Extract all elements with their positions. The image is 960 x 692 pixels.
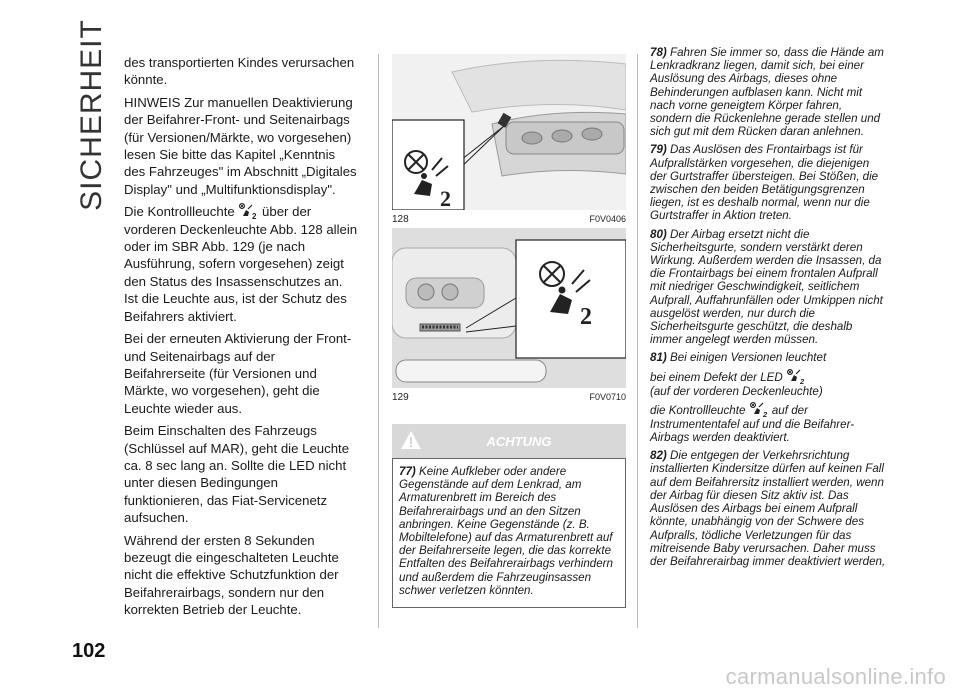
svg-text:2: 2 (440, 186, 451, 210)
note-82: 82) Die entgegen der Verkehrsrichtung installierten Kindersitze dürfen auf keinen Fall auf dem Beifahrersitz installiert werden, wenn der Airbag für diesen Sitz aktiv ist. Das Auslösen des Airbags bei einem Aufprall könnte, unabhängig von der Schwere des Aufpralls, tödliche Verletzungen für das mitreisende Baby verursachen. Daher muss der Beifahrerairbag immer deaktiviert werden, (650, 449, 886, 568)
note-79: 79) Das Auslösen des Frontairbags ist für Aufprallstärken vorgesehen, die diejenigen der Gurtstraffer übersteigen. Bei Stößen, die zwischen den beiden Betätigungsgrenzen liegen, ist es deshalb normal, wenn nur die Gurtstraffer in Aktion treten. (650, 143, 879, 223)
warning-triangle-icon (400, 429, 422, 451)
figure-128-caption: 128 F0V0406 (392, 214, 626, 225)
note-81-location: (auf der vorderen Deckenleuchte) (650, 384, 823, 398)
page-number: 102 (72, 640, 106, 662)
figure-129-image (392, 228, 626, 388)
hinweis-paragraph: HINWEIS Zur manuellen Deaktivierung der Beifahrer-Front- und Seitenairbags (für Versionen/Märkte, wo vorgesehen) lesen Sie bitte das Kapitel „Kenntnis des Fahrzeuges" im Abschnitt „Digitales Display" und „Multifunktionsdisplay". (124, 94, 357, 197)
watermark: carmanualsonline.info (725, 664, 946, 689)
svg-text:2: 2 (252, 212, 257, 221)
svg-text:2: 2 (580, 304, 592, 330)
warning-text: Keine Aufkleber oder andere Gegenstände auf dem Lenkrad, am Armaturenbrett im Bereich des Beifahrerairbags und an den Sitzen anbringen. Keine Gegenstände (z. B. Mobiltelefone) auf das Armaturenbrett auf der Beifahrerseite legen, die das korrekte Entfalten des Beifahrerairbags verhindern und außerdem die Fahrzeuginsassen schwer verletzen könnten. (399, 465, 613, 597)
paragraph: Bei der erneuten Aktivierung der Front- und Seitenairbags auf der Beifahrerseite (für Versionen und Märkte, wo vorgesehen), geht die Leuchte wieder aus. (124, 331, 352, 416)
notes-column (650, 46, 886, 568)
figure-128-image (392, 54, 626, 210)
figure-129-caption: 129 F0V0710 (392, 392, 626, 403)
paragraph: Die Kontrollleuchte 2 über der vorderen Deckenleuchte Abb. 128 allein oder im SBR Abb. 129 (je nach Ausführung, sofern vorgesehen) zeigt den Status des Insassenschutzes an. Ist die Leuchte aus, ist der Schutz des Beifahrers aktiviert. (124, 204, 358, 324)
warning-body (392, 458, 626, 608)
warning-title: ACHTUNG (486, 433, 552, 449)
note-number: 77) (399, 465, 416, 478)
section-tab (72, 19, 112, 211)
paragraph: des transportierten Kindes verursachen könnte. (124, 55, 355, 88)
section-title: SICHERHEIT (75, 19, 108, 211)
ceiling-lamp-illustration (392, 54, 626, 210)
airbag-off-icon (786, 369, 806, 385)
airbag-off-icon (749, 402, 769, 418)
warning-header (392, 424, 626, 458)
column-divider (637, 54, 638, 628)
note-81: 81) Bei einigen Versionen leuchtet (650, 351, 827, 365)
overhead-console-illustration (392, 228, 626, 388)
svg-text:2: 2 (800, 376, 805, 385)
column-divider (378, 54, 379, 628)
paragraph: Beim Einschalten des Fahrzeugs (Schlüssel auf MAR), geht die Leuchte ca. 8 sec lang an. Sollte die LED nicht unter diesen Bedingungen funktionieren, das Fiat-Servicenetz aufsuchen. (124, 423, 350, 526)
svg-text:2: 2 (762, 409, 767, 418)
note-80: 80) Der Airbag ersetzt nicht die Sicherheitsgurte, sondern verstärkt deren Wirkung. Außerdem werden die Insassen, da die Frontairbags bei einem frontalen Aufprall mit niedriger Geschwindigkeit, seitlichem Aufprall, Auffahrunfällen oder Umkippen nicht ausgelöst werden, nur durch die Sicherheitsgurte geschützt, die deshalb immer angelegt werden müssen. (650, 227, 883, 347)
airbag-off-icon (238, 203, 258, 220)
note-81-led: bei einem Defekt der LED 2 (650, 370, 805, 385)
note-81-instrument: die Kontrollleuchte 2 auf der Instrumententafel auf und die Beifahrer-Airbags werden deaktiviert. (650, 403, 855, 445)
note-78: 78) Fahren Sie immer so, dass die Hände am Lenkradkranz liegen, damit sich, bei einer Auslösung des Airbags, dieses ohne Behinderungen aufblasen kann. Nicht mit nach vorne geneigtem Körper fahren, sondern die Rückenlehne gerade stellen und sich gut mit dem Rücken daran anlehnen. (650, 46, 884, 139)
body-column-1 (124, 54, 360, 624)
paragraph: Während der ersten 8 Sekunden bezeugt die eingeschalteten Leuchte nicht die effektive Schutzfunktion der Beifahrerairbags, sondern nur den korrekten Betrieb der Leuchte. (124, 532, 339, 618)
